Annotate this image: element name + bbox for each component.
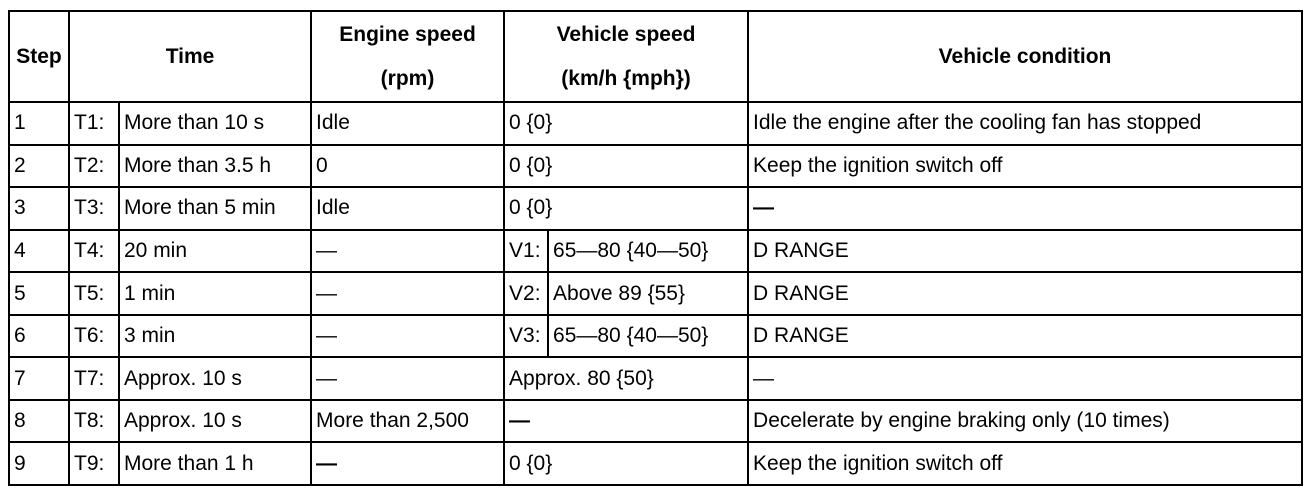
table-row (9, 442, 1302, 485)
cell-vehicle-speed: 0 {0} (504, 442, 748, 485)
cell-time-value: 3 min (119, 315, 311, 358)
cell-vehicle-condition: Keep the ignition switch off (748, 442, 1302, 485)
header-engine-speed (311, 11, 504, 102)
table-row (9, 357, 1302, 400)
table-row (9, 272, 1302, 315)
cell-vehicle-speed: — (504, 400, 748, 443)
cell-vehicle-condition: — (748, 187, 1302, 230)
cell-time-label: T5: (69, 272, 119, 315)
cell-step: 8 (9, 400, 69, 443)
cell-engine-speed: Idle (311, 187, 504, 230)
cell-vehicle-speed: 0 {0} (504, 145, 748, 188)
cell-vehicle-condition: — (748, 357, 1302, 400)
cell-speed-label: V1: (504, 230, 548, 273)
cell-vehicle-condition: Decelerate by engine braking only (10 times) (748, 400, 1302, 443)
cell-speed-label: V3: (504, 315, 548, 358)
cell-vehicle-speed: 0 {0} (504, 187, 748, 230)
cell-engine-speed: — (311, 442, 504, 485)
cell-step: 6 (9, 315, 69, 358)
cell-time-label: T3: (69, 187, 119, 230)
header-vehicle-condition: Vehicle condition (748, 11, 1302, 102)
table-row (9, 102, 1302, 145)
cell-engine-speed: — (311, 272, 504, 315)
cell-time-value: More than 5 min (119, 187, 311, 230)
cell-speed-value: Above 89 {55} (548, 272, 748, 315)
cell-vehicle-condition: Idle the engine after the cooling fan has stopped (748, 102, 1302, 145)
header-engine-speed-title: Engine speed (339, 22, 476, 46)
cell-vehicle-speed: 0 {0} (504, 102, 748, 145)
cell-vehicle-condition: D RANGE (748, 272, 1302, 315)
cell-speed-value: 65—80 {40—50} (548, 315, 748, 358)
cell-step: 2 (9, 145, 69, 188)
table-row (9, 230, 1302, 273)
cell-step: 4 (9, 230, 69, 273)
cell-engine-speed: — (311, 230, 504, 273)
table-row (9, 400, 1302, 443)
cell-time-value: 20 min (119, 230, 311, 273)
header-vehicle-speed-unit: (km/h {mph}) (561, 66, 691, 90)
cell-vehicle-condition: Keep the ignition switch off (748, 145, 1302, 188)
header-step: Step (9, 11, 69, 102)
cell-vehicle-condition: D RANGE (748, 230, 1302, 273)
table-header-row (9, 11, 1302, 102)
cell-speed-label: V2: (504, 272, 548, 315)
cell-step: 1 (9, 102, 69, 145)
cell-time-value: 1 min (119, 272, 311, 315)
cell-engine-speed: — (311, 315, 504, 358)
cell-time-label: T6: (69, 315, 119, 358)
cell-time-value: More than 1 h (119, 442, 311, 485)
drive-cycle-table (8, 10, 1303, 486)
cell-time-value: More than 3.5 h (119, 145, 311, 188)
table-row (9, 145, 1302, 188)
header-time: Time (69, 11, 311, 102)
header-vehicle-speed-title: Vehicle speed (556, 22, 696, 46)
cell-engine-speed: More than 2,500 (311, 400, 504, 443)
cell-engine-speed: 0 (311, 145, 504, 188)
cell-time-label: T8: (69, 400, 119, 443)
cell-time-value: Approx. 10 s (119, 357, 311, 400)
cell-time-value: More than 10 s (119, 102, 311, 145)
cell-time-label: T4: (69, 230, 119, 273)
cell-step: 3 (9, 187, 69, 230)
cell-time-value: Approx. 10 s (119, 400, 311, 443)
header-vehicle-speed (504, 11, 748, 102)
cell-time-label: T1: (69, 102, 119, 145)
cell-speed-value: 65—80 {40—50} (548, 230, 748, 273)
header-engine-speed-unit: (rpm) (380, 66, 435, 90)
cell-time-label: T2: (69, 145, 119, 188)
table-row (9, 315, 1302, 358)
cell-step: 9 (9, 442, 69, 485)
cell-time-label: T7: (69, 357, 119, 400)
cell-engine-speed: Idle (311, 102, 504, 145)
cell-step: 7 (9, 357, 69, 400)
cell-vehicle-condition: D RANGE (748, 315, 1302, 358)
cell-vehicle-speed: Approx. 80 {50} (504, 357, 748, 400)
cell-engine-speed: — (311, 357, 504, 400)
table-row (9, 187, 1302, 230)
cell-step: 5 (9, 272, 69, 315)
cell-time-label: T9: (69, 442, 119, 485)
